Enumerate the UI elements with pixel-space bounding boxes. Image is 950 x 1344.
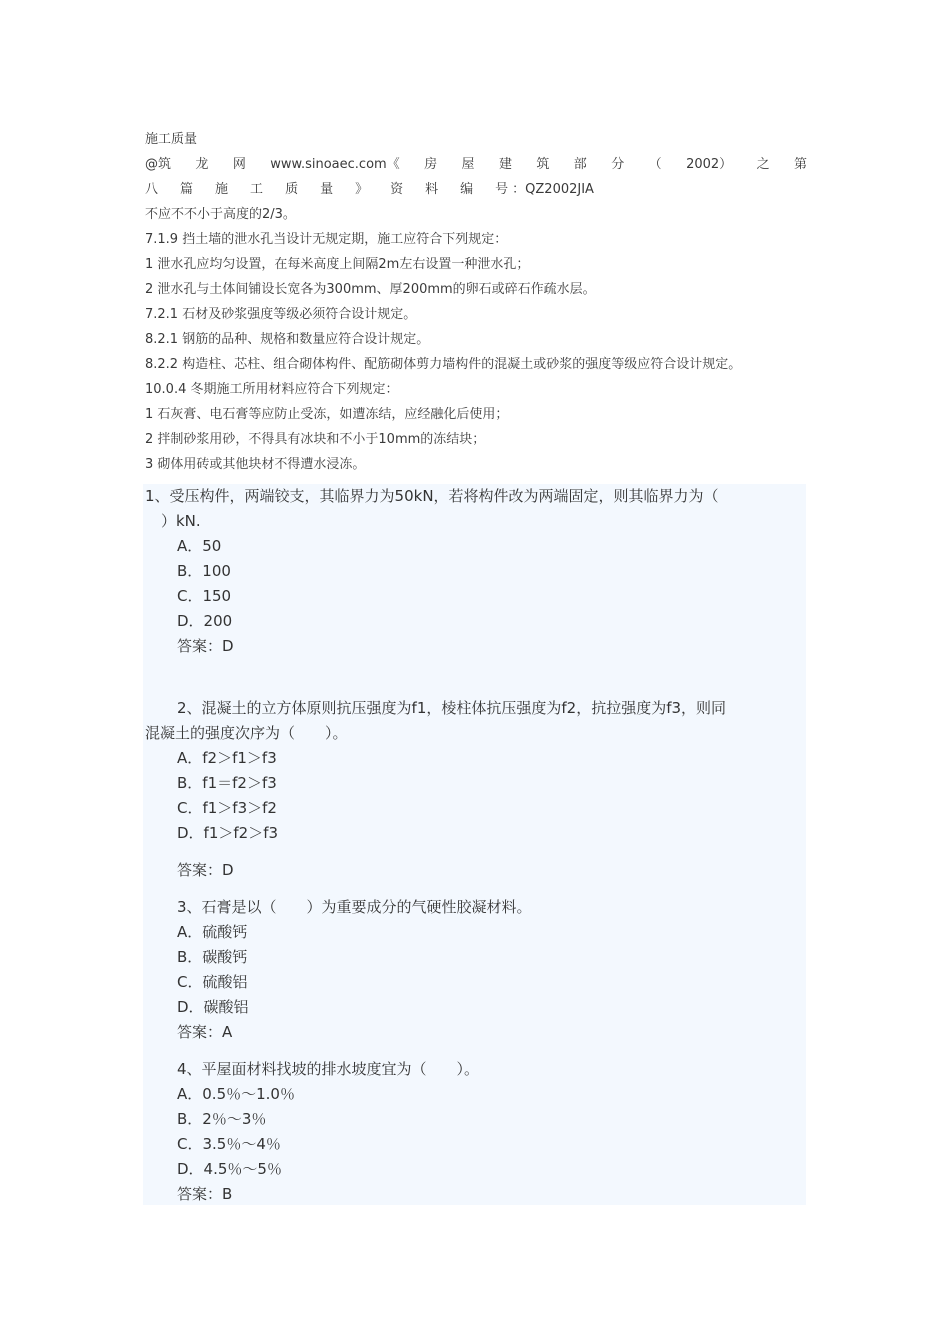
question-3	[143, 895, 806, 1045]
document-header	[145, 127, 807, 477]
source-line-1	[145, 152, 807, 177]
source-token: 屋	[461, 157, 475, 172]
question-text: 4、平屋面材料找坡的排水坡度宜为（ ）。	[177, 1060, 480, 1078]
question-text: 1、受压构件，两端铰支，其临界力为50kN，若将构件改为两端固定，则其临界力为（	[145, 487, 719, 505]
spec-line: 不应不不小于高度的2/3。	[145, 207, 296, 222]
source-token: 第	[793, 157, 807, 172]
option-c: C．3.5％～4％	[177, 1135, 281, 1153]
source-token: 八	[145, 182, 159, 197]
quiz-section	[143, 484, 806, 1205]
option-a: A．50	[177, 537, 222, 555]
source-token: 质	[285, 182, 299, 197]
option-c: C．f1＞f3＞f2	[177, 799, 277, 817]
option-d: D．200	[177, 612, 233, 630]
source-token: 2002）	[686, 157, 733, 172]
source-token: 建	[498, 157, 512, 172]
source-token: 料	[425, 182, 439, 197]
source-token: 编	[460, 182, 474, 197]
question-text-cont: 混凝土的强度次序为（ ）。	[145, 724, 348, 742]
question-4	[143, 1057, 806, 1207]
spec-line: 7.1.9 挡土墙的泄水孔当设计无规定期，施工应符合下列规定：	[145, 232, 508, 247]
source-token: 资	[390, 182, 404, 197]
spec-line: 2 拌制砂浆用砂，不得具有冰块和不小于10mm的冻结块；	[145, 432, 486, 447]
answer: 答案：B	[177, 1185, 233, 1203]
option-a: A．硫酸钙	[177, 923, 248, 941]
option-d: D．4.5％～5％	[177, 1160, 282, 1178]
spec-line: 10.0.4 冬期施工所用材料应符合下列规定：	[145, 382, 399, 397]
question-text-cont: ）kN.	[161, 512, 201, 530]
source-token: 房	[424, 157, 438, 172]
option-b: B．f1＝f2＞f3	[177, 774, 277, 792]
spec-line: 8.2.1 钢筋的品种、规格和数量应符合设计规定。	[145, 332, 430, 347]
spec-line: 7.2.1 石材及砂浆强度等级必须符合设计规定。	[145, 307, 417, 322]
source-token: @筑	[145, 157, 172, 172]
question-2	[143, 696, 806, 883]
source-token: 之	[756, 157, 770, 172]
option-a: A．f2＞f1＞f3	[177, 749, 277, 767]
answer: 答案：A	[177, 1023, 233, 1041]
option-c: C．硫酸铝	[177, 973, 248, 991]
source-token: 量	[320, 182, 334, 197]
option-a: A．0.5％～1.0％	[177, 1085, 295, 1103]
source-token: 》	[355, 182, 369, 197]
option-d: D．碳酸铝	[177, 998, 249, 1016]
spec-line: 8.2.2 构造柱、芯柱、组合砌体构件、配筋砌体剪力墙构件的混凝土或砂浆的强度等级应符合设计规定。	[145, 357, 742, 372]
spec-lines	[145, 202, 807, 477]
source-token: 篇	[180, 182, 194, 197]
source-token: 工	[250, 182, 264, 197]
source-token: 分	[611, 157, 625, 172]
spec-line: 2 泄水孔与土体间铺设长宽各为300mm、厚200mm的卵石或碎石作疏水层。	[145, 282, 596, 297]
doc-title: 施工质量	[145, 132, 198, 147]
question-text: 2、混凝土的立方体原则抗压强度为f1，棱柱体抗压强度为f2，抗拉强度为f3，则同	[177, 699, 727, 717]
source-token: www.sinoaec.com《	[270, 157, 400, 172]
source-token: ：QZ2002JIA	[512, 182, 594, 197]
question-1	[143, 484, 806, 659]
source-token: （	[648, 157, 662, 172]
source-token: 网	[232, 157, 246, 172]
source-line-2	[145, 177, 807, 202]
option-d: D．f1＞f2＞f3	[177, 824, 279, 842]
source-token: 部	[573, 157, 587, 172]
source-token: 号	[495, 182, 509, 197]
source-token: 筑	[536, 157, 550, 172]
answer: 答案：D	[177, 861, 234, 879]
option-c: C．150	[177, 587, 232, 605]
source-token: 龙	[195, 157, 209, 172]
question-text: 3、石膏是以（ ）为重要成分的气硬性胶凝材料。	[177, 898, 532, 916]
option-b: B．2％～3％	[177, 1110, 267, 1128]
spec-line: 1 泄水孔应均匀设置，在每米高度上间隔2m左右设置一种泄水孔；	[145, 257, 530, 272]
answer: 答案：D	[177, 637, 234, 655]
source-token: 施	[215, 182, 229, 197]
spec-line: 1 石灰膏、电石膏等应防止受冻，如遭冻结，应经融化后使用；	[145, 407, 509, 422]
spec-line: 3 砌体用砖或其他块材不得遭水浸冻。	[145, 457, 366, 472]
option-b: B．100	[177, 562, 231, 580]
option-b: B．碳酸钙	[177, 948, 248, 966]
